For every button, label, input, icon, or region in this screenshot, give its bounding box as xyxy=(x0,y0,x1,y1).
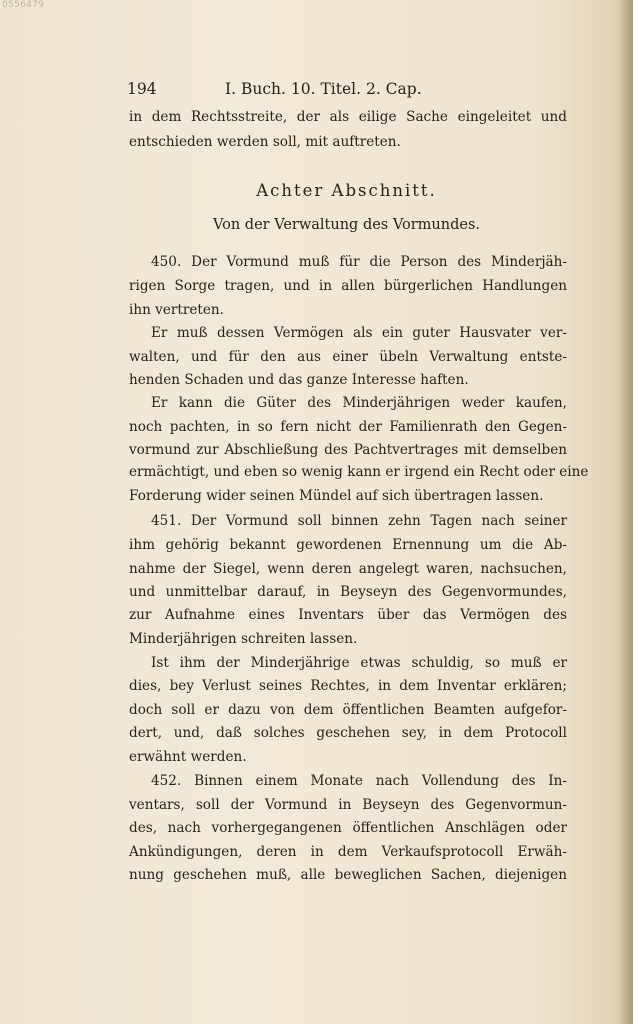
body-line: walten, und für den aus einer übeln Verwaltung entste- xyxy=(129,349,567,365)
body-line: Ankündigungen, deren in dem Verkaufsprotocoll Erwäh- xyxy=(129,844,567,860)
page-edge-shadow xyxy=(619,0,633,1024)
body-line: Forderung wider seinen Mündel auf sich übertragen lassen. xyxy=(129,488,544,504)
scan-id-watermark: 0556479 xyxy=(2,0,45,10)
body-line: ventars, soll der Vormund in Beyseyn des Gegenvormun- xyxy=(129,797,567,813)
body-line: ermächtigt, und eben so wenig kann er irgend ein Recht oder eine xyxy=(129,464,589,480)
body-line: dert, und, daß solches geschehen sey, in dem Protocoll xyxy=(129,725,567,741)
body-line: Minderjährigen schreiten lassen. xyxy=(129,631,358,647)
body-line: Ist ihm der Minderjährige etwas schuldig, so muß er xyxy=(151,655,567,671)
body-line: doch soll er dazu von dem öffentlichen Beamten aufgefor- xyxy=(129,702,567,718)
body-line: erwähnt werden. xyxy=(129,749,247,765)
body-line: ihn vertreten. xyxy=(129,302,224,318)
body-line: dies, bey Verlust seines Rechtes, in dem Inventar erklären; xyxy=(129,678,567,694)
paragraph-452-line: 452. Binnen einem Monate nach Vollendung des In- xyxy=(151,773,567,789)
body-line: Er kann die Güter des Minderjährigen weder kaufen, xyxy=(151,395,567,411)
body-line: nung geschehen muß, alle beweglichen Sachen, diejenigen xyxy=(129,867,567,883)
section-heading: Achter Abschnitt. xyxy=(256,181,437,200)
body-line: noch pachten, in so fern nicht der Familienrath den Gegen- xyxy=(129,419,567,435)
body-line: Er muß dessen Vermögen als ein guter Hausvater ver- xyxy=(151,325,567,341)
body-line: ihm gehörig bekannt gewordenen Ernennung um die Ab- xyxy=(129,537,567,553)
body-line: entschieden werden soll, mit auftreten. xyxy=(129,134,401,150)
running-title: I. Buch. 10. Titel. 2. Cap. xyxy=(225,80,422,98)
body-line: und unmittelbar darauf, in Beyseyn des Gegenvormundes, xyxy=(129,584,567,600)
paragraph-451-line: 451. Der Vormund soll binnen zehn Tagen nach seiner xyxy=(151,513,567,529)
body-line: henden Schaden und das ganze Interesse haften. xyxy=(129,372,469,388)
body-line: vormund zur Abschließung des Pachtvertrages mit demselben xyxy=(129,442,567,458)
body-line: in dem Rechtsstreite, der als eilige Sache eingeleitet und xyxy=(129,109,567,125)
page-number: 194 xyxy=(127,80,157,98)
running-header xyxy=(127,80,567,100)
body-line: des, nach vorhergegangenen öffentlichen Anschlägen oder xyxy=(129,820,567,836)
body-line: rigen Sorge tragen, und in allen bürgerlichen Handlungen xyxy=(129,278,567,294)
section-subtitle: Von der Verwaltung des Vormundes. xyxy=(212,217,481,233)
body-line: zur Aufnahme eines Inventars über das Vermögen des xyxy=(129,607,567,623)
body-line: nahme der Siegel, wenn deren angelegt waren, nachsuchen, xyxy=(129,561,567,577)
paragraph-450-line: 450. Der Vormund muß für die Person des Minderjäh- xyxy=(151,254,567,270)
